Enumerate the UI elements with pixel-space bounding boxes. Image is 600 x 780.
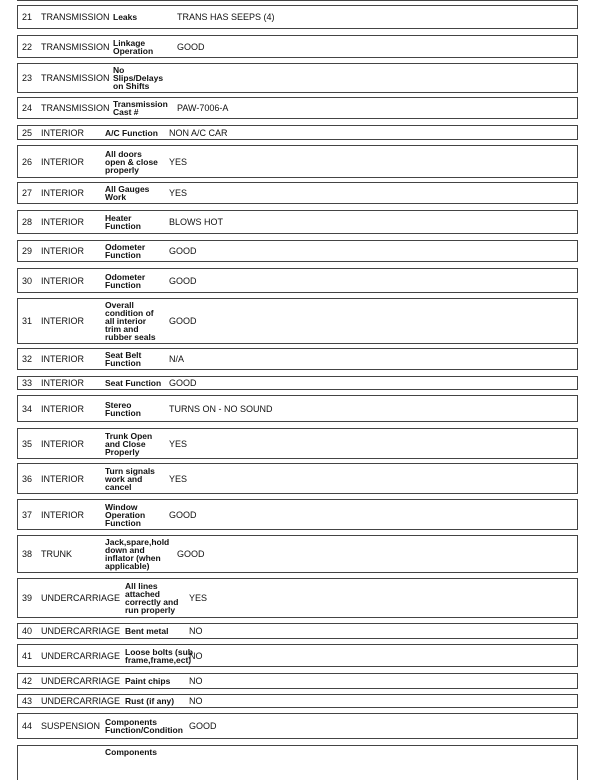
- row-item-line: Stereo: [105, 399, 132, 410]
- row-value: NO: [189, 696, 203, 706]
- row-item: [105, 241, 145, 261]
- row-number: 25: [22, 127, 33, 138]
- row-item-line: inflator (when: [105, 553, 161, 563]
- row-item-line: Work: [105, 192, 127, 202]
- row-category: INTERIOR: [41, 438, 85, 449]
- row-category: INTERIOR: [41, 354, 85, 364]
- row-value: TURNS ON - NO SOUND: [169, 403, 273, 414]
- row-category: INTERIOR: [41, 246, 85, 256]
- row-item: [105, 349, 141, 369]
- row-item: [105, 299, 156, 343]
- row-item-line: Function: [105, 221, 141, 231]
- row-value: BLOWS HOT: [169, 217, 224, 227]
- row-value: GOOD: [169, 316, 197, 326]
- row-item-line: Slips/Delays: [113, 73, 164, 83]
- table-row: [17, 63, 578, 93]
- table-row: [17, 348, 578, 370]
- row-item-line: Linkage: [113, 37, 146, 48]
- row-item: [125, 695, 174, 707]
- row-value: N/A: [169, 354, 185, 364]
- row-value: YES: [189, 593, 208, 603]
- table-row: [17, 463, 578, 494]
- row-item-line: Components: [105, 747, 157, 757]
- row-value: TRANS HAS SEEPS (4): [177, 12, 275, 22]
- row-category: INTERIOR: [41, 275, 85, 286]
- row-category: INTERIOR: [41, 156, 85, 167]
- row-category: UNDERCARRIAGE: [41, 593, 121, 603]
- row-item-line: and Close: [105, 438, 146, 449]
- row-category: UNDERCARRIAGE: [41, 676, 121, 686]
- row-item-line: Function/Condition: [105, 725, 183, 735]
- row-value: NO: [189, 676, 203, 686]
- table-row: [17, 578, 578, 618]
- row-value: GOOD: [177, 549, 205, 559]
- row-item-line: Components: [105, 717, 157, 727]
- row-item-line: Operation: [105, 509, 146, 520]
- row-item-line: run properly: [125, 605, 176, 615]
- row-item: [105, 748, 157, 780]
- row-item: [105, 429, 152, 458]
- row-value: GOOD: [189, 721, 217, 731]
- row-item-line: work and: [105, 473, 143, 484]
- row-item-line: Function: [105, 250, 141, 260]
- row-item-line: All doors: [105, 148, 142, 159]
- row-item-line: Function: [105, 517, 141, 528]
- row-item-line: Properly: [105, 446, 140, 457]
- table-row: [17, 535, 578, 573]
- table-top-border: [17, 0, 578, 1]
- row-category: INTERIOR: [41, 378, 85, 388]
- row-number: 32: [22, 354, 33, 364]
- row-value: GOOD: [169, 275, 197, 286]
- table-row: [17, 623, 578, 639]
- row-number: 24: [22, 103, 33, 113]
- row-item: [113, 6, 137, 28]
- row-item-line: Function: [105, 279, 141, 290]
- row-item-line: open & close: [105, 156, 158, 167]
- row-value: NO: [189, 650, 203, 661]
- row-category: INTERIOR: [41, 509, 85, 520]
- row-number: 36: [22, 473, 33, 484]
- row-item-line: on Shifts: [113, 81, 150, 91]
- row-item-line: Cast #: [113, 107, 139, 117]
- row-item-line: down and: [105, 545, 145, 555]
- table-row: [17, 97, 578, 119]
- row-item-line: Window: [105, 501, 138, 512]
- row-number: 27: [22, 188, 33, 198]
- row-value: YES: [169, 438, 188, 449]
- row-value: GOOD: [169, 246, 197, 256]
- row-value: NO: [189, 626, 203, 636]
- row-value: YES: [169, 188, 188, 198]
- row-number: 37: [22, 509, 33, 520]
- row-value: PAW-7006-A: [177, 103, 229, 113]
- table-row: [17, 376, 578, 390]
- row-number: 39: [22, 593, 33, 603]
- row-item: [125, 624, 168, 638]
- row-item: [113, 64, 163, 92]
- row-number: 34: [22, 403, 33, 414]
- row-item: [105, 500, 145, 529]
- row-item-line: rubber seals: [105, 332, 156, 342]
- row-category: UNDERCARRIAGE: [41, 626, 121, 636]
- row-item: [105, 377, 161, 389]
- row-item-line: All Gauges: [105, 184, 150, 194]
- table-row: [17, 428, 578, 459]
- row-item: [105, 146, 158, 177]
- table-row: [17, 240, 578, 262]
- table-row: [17, 125, 578, 140]
- row-number: 33: [22, 378, 33, 388]
- row-number: 41: [22, 650, 33, 661]
- row-item-line: Turn signals: [105, 465, 155, 476]
- table-row: [17, 145, 578, 178]
- row-item-line: Function: [105, 407, 141, 418]
- row-item: [113, 36, 153, 57]
- table-row: [17, 644, 578, 667]
- row-item: [105, 183, 149, 203]
- row-category: INTERIOR: [41, 188, 85, 198]
- row-item-line: Rust (if any): [125, 696, 175, 706]
- table-row: [17, 298, 578, 344]
- table-row: [17, 499, 578, 530]
- row-item-line: Function: [105, 358, 141, 368]
- table-row: [17, 182, 578, 204]
- row-item-line: Trunk Open: [105, 430, 153, 441]
- row-value: GOOD: [177, 41, 205, 52]
- row-number: 21: [22, 12, 33, 22]
- row-number: 26: [22, 156, 33, 167]
- row-item-line: Bent metal: [125, 626, 169, 636]
- table-row: [17, 673, 578, 689]
- row-category: INTERIOR: [41, 217, 85, 227]
- row-item-line: correctly and: [125, 597, 179, 607]
- row-number: 30: [22, 275, 33, 286]
- table-row: [17, 745, 578, 780]
- row-category: TRANSMISSION: [41, 41, 110, 52]
- row-item: [105, 396, 141, 421]
- row-item: [105, 464, 155, 493]
- row-value: NON A/C CAR: [169, 127, 228, 138]
- table-row: [17, 268, 578, 293]
- row-item: [125, 645, 193, 666]
- table-row: [17, 210, 578, 234]
- row-number: 43: [22, 696, 33, 706]
- row-item-line: Heater: [105, 213, 132, 223]
- row-item: [105, 536, 169, 572]
- row-value: YES: [169, 473, 188, 484]
- row-category: INTERIOR: [41, 127, 85, 138]
- row-item-line: condition of: [105, 308, 154, 318]
- row-item: [105, 126, 158, 139]
- row-value: YES: [169, 156, 188, 167]
- row-category: TRANSMISSION: [41, 103, 110, 113]
- row-number: 44: [22, 721, 33, 731]
- row-item: [113, 98, 168, 118]
- table-row: [17, 694, 578, 708]
- row-number: 22: [22, 41, 33, 52]
- row-item-line: cancel: [105, 481, 132, 492]
- row-item-line: Seat Function: [105, 378, 162, 388]
- row-value: GOOD: [169, 378, 197, 388]
- row-item-line: attached: [125, 589, 160, 599]
- row-item-line: trim and: [105, 324, 139, 334]
- row-item: [125, 674, 170, 688]
- row-item-line: Operation: [113, 45, 154, 56]
- row-number: 31: [22, 316, 33, 326]
- row-number: 28: [22, 217, 33, 227]
- row-item-line: applicable): [105, 561, 150, 571]
- row-item: [105, 211, 141, 233]
- row-category: TRUNK: [41, 549, 72, 559]
- row-item-line: all interior: [105, 316, 147, 326]
- row-item-line: Transmission: [113, 99, 168, 109]
- row-number: 40: [22, 626, 33, 636]
- row-category: INTERIOR: [41, 316, 85, 326]
- row-category: UNDERCARRIAGE: [41, 650, 121, 661]
- table-row: [17, 395, 578, 422]
- row-category: TRANSMISSION: [41, 12, 110, 22]
- row-item: [105, 269, 145, 292]
- row-number: 42: [22, 676, 33, 686]
- row-item-line: properly: [105, 164, 140, 175]
- row-number: 38: [22, 549, 33, 559]
- row-number: 23: [22, 73, 33, 83]
- table-row: [17, 5, 578, 29]
- row-category: INTERIOR: [41, 403, 85, 414]
- row-item-line: No: [113, 65, 125, 75]
- row-item-line: A/C Function: [105, 127, 158, 138]
- row-value: GOOD: [169, 509, 197, 520]
- row-category: TRANSMISSION: [41, 73, 110, 83]
- row-item-line: Jack,spare,hold: [105, 537, 170, 547]
- row-category: INTERIOR: [41, 473, 85, 484]
- row-item: [105, 714, 183, 738]
- row-item-line: frame,frame,ect): [125, 654, 192, 665]
- row-category: UNDERCARRIAGE: [41, 696, 121, 706]
- table-row: [17, 713, 578, 739]
- row-item-line: Odometer: [105, 271, 146, 282]
- row-category: SUSPENSION: [41, 721, 101, 731]
- row-item: [125, 579, 178, 617]
- row-number: 29: [22, 246, 33, 256]
- table-row: [17, 35, 578, 58]
- row-item-line: Seat Belt: [105, 350, 142, 360]
- row-number: 35: [22, 438, 33, 449]
- row-item-line: All lines: [125, 581, 158, 591]
- row-item-line: Overall: [105, 300, 134, 310]
- row-item-line: Paint chips: [125, 676, 171, 686]
- row-item-line: Leaks: [113, 12, 138, 22]
- row-item-line: Loose bolts (sub: [125, 646, 193, 657]
- row-item-line: Odometer: [105, 242, 146, 252]
